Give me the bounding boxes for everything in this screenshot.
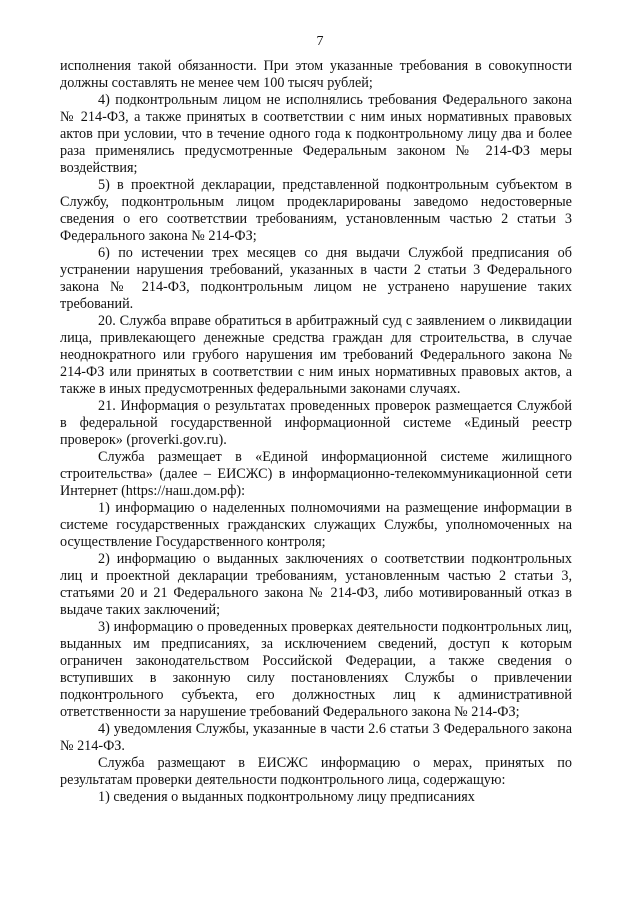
paragraph-eisjs-item-4: 4) уведомления Службы, указанные в части 2.6 статьи 3 Федерального закона № 214-ФЗ. <box>60 721 572 754</box>
paragraph-continuation: исполнения такой обязанности. При этом указанные требования в совокупности должны составлять не менее чем 100 тысяч рублей; <box>60 58 572 91</box>
page-number: 7 <box>316 34 324 49</box>
paragraph-item-6: 6) по истечении трех месяцев со дня выдачи Службой предписания об устранении нарушения требований, указанных в части 2 статьи 3 Федерального закона № 214-ФЗ, подконтрольным лицом не устранено нарушение таких требований. <box>60 245 572 312</box>
page-body <box>60 58 572 806</box>
paragraph-measures-item-1: 1) сведения о выданных подконтрольному лицу предписаниях <box>98 789 475 805</box>
paragraph-section-20: 20. Служба вправе обратиться в арбитражный суд с заявлением о ликвидации лица, привлекающего денежные средства граждан для строительства, в случае неоднократного или грубого нарушения им требований Федерального закона № 214-ФЗ или принятых в соответствии с ним иных нормативных правовых актов, а также в иных предусмотренных федеральными законами случаях. <box>60 313 572 397</box>
paragraph-eisjs-item-3: 3) информацию о проведенных проверках деятельности подконтрольных лиц, выданных им предписаниях, за исключением сведений, доступ к которым ограничен законодательством Российской Федерации, а также сведения о вступивших в законную силу постановлениях Службы о привлечении подконтрольного субъекта, его должностных лиц к административной ответственности за нарушение требований Федерального закона № 214-ФЗ; <box>60 619 572 720</box>
paragraph-item-4: 4) подконтрольным лицом не исполнялись требования Федерального закона № 214-ФЗ, а также принятых в соответствии с ним иных нормативных правовых актов при условии, что в течение одного года к подконтрольному лицу два и более раза применялись предусмотренные Федеральным законом № 214-ФЗ меры воздействия; <box>60 92 572 176</box>
paragraph-item-5: 5) в проектной декларации, представленной подконтрольным субъектом в Службу, подконтрольным лицом продекларированы заведомо недостоверные сведения о его соответствии требованиям, установленным частью 2 статьи 3 Федерального закона № 214-ФЗ; <box>60 177 572 244</box>
paragraph-section-21: 21. Информация о результатах проведенных проверок размещается Службой в федеральной государственной информационной системе «Единый реестр проверок» (proverki.gov.ru). <box>60 398 572 448</box>
paragraph-measures-intro: Служба размещают в ЕИСЖС информацию о мерах, принятых по результатам проверки деятельности подконтрольного лица, содержащую: <box>60 755 572 788</box>
paragraph-eisjs-item-1: 1) информацию о наделенных полномочиями на размещение информации в системе государственных гражданских служащих Службы, уполномоченных на осуществление Государственного контроля; <box>60 500 572 550</box>
paragraph-eisjs-intro: Служба размещает в «Единой информационной системе жилищного строительства» (далее – ЕИСЖС) в информационно-телекоммуникационной сети Интернет (https://наш.дом.рф): <box>60 449 572 499</box>
paragraph-eisjs-item-2: 2) информацию о выданных заключениях о соответствии подконтрольных лиц и проектной декларации требованиям, установленным частью 2 статьи 3, статьями 20 и 21 Федерального закона № 214-ФЗ, либо мотивированный отказ в выдаче таких заключений; <box>60 551 572 618</box>
